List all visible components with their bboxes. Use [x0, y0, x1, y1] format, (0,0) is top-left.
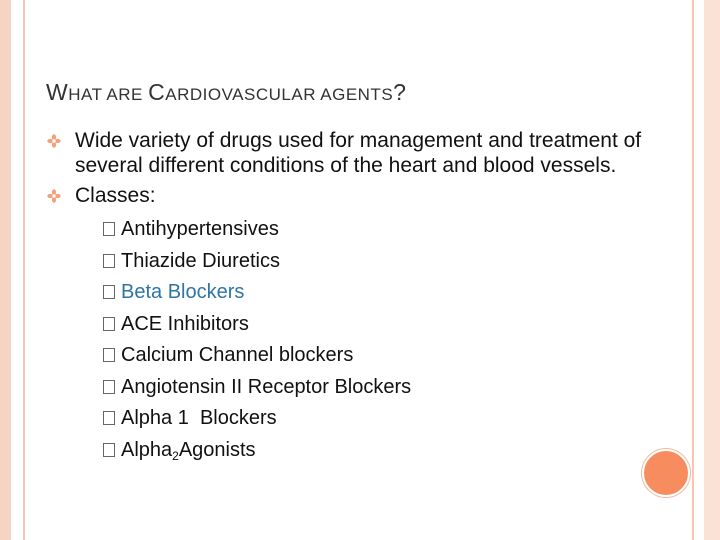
decor-circle — [642, 449, 690, 497]
list-item — [75, 372, 647, 404]
list-item-text: Thiazide Diuretics — [121, 249, 280, 272]
checkbox-square-icon — [103, 285, 115, 299]
checkbox-square-icon — [103, 443, 115, 457]
left-decor-line — [23, 0, 25, 540]
checkbox-square-icon — [103, 348, 115, 362]
list-item-text-tail: Agonists — [178, 438, 256, 461]
title-cap-2: C — [148, 79, 166, 105]
checkbox-square-icon — [103, 222, 115, 236]
checkbox-square-icon — [103, 317, 115, 331]
list-item-text: Beta Blockers — [121, 281, 245, 303]
list-item-text: Alpha — [121, 438, 173, 461]
bullet-description — [47, 128, 647, 178]
subscript-text: 2 — [172, 448, 179, 463]
checkbox-square-icon — [103, 254, 115, 268]
list-item — [75, 277, 647, 309]
checkbox-square-icon — [103, 411, 115, 425]
right-decor-line — [692, 0, 694, 540]
list-item-text: Calcium Channel blockers — [121, 344, 354, 366]
bullet-classes-text: Classes: — [75, 184, 156, 207]
list-item — [75, 340, 647, 372]
flower-bullet-icon — [47, 134, 61, 148]
left-decor-stripe — [0, 0, 11, 540]
list-item — [75, 435, 647, 473]
title-cap-3: ? — [393, 79, 407, 105]
bullet-description-text: Wide variety of drugs used for management and treatment of several different conditions of the heart and blood vessels. — [75, 129, 642, 177]
list-item — [75, 309, 647, 341]
list-item-text: Alpha 1 Blockers — [121, 407, 277, 429]
list-item-text: Antihypertensives — [121, 218, 279, 240]
title-rest-1: HAT ARE — [68, 85, 149, 104]
title-rest-2: ARDIOVASCULAR AGENTS — [165, 85, 394, 104]
slide-content — [47, 128, 647, 472]
slide-title — [46, 79, 406, 106]
list-item — [75, 246, 647, 278]
classes-list — [75, 214, 647, 472]
list-item — [75, 403, 647, 435]
bullet-classes — [47, 183, 647, 472]
checkbox-square-icon — [103, 380, 115, 394]
list-item-text: ACE Inhibitors — [121, 312, 249, 335]
list-item — [75, 214, 647, 246]
title-cap-1: W — [46, 79, 69, 105]
flower-bullet-icon — [47, 189, 61, 203]
list-item-text: Angiotensin II Receptor Blockers — [121, 375, 412, 398]
right-decor-stripe — [704, 0, 720, 540]
